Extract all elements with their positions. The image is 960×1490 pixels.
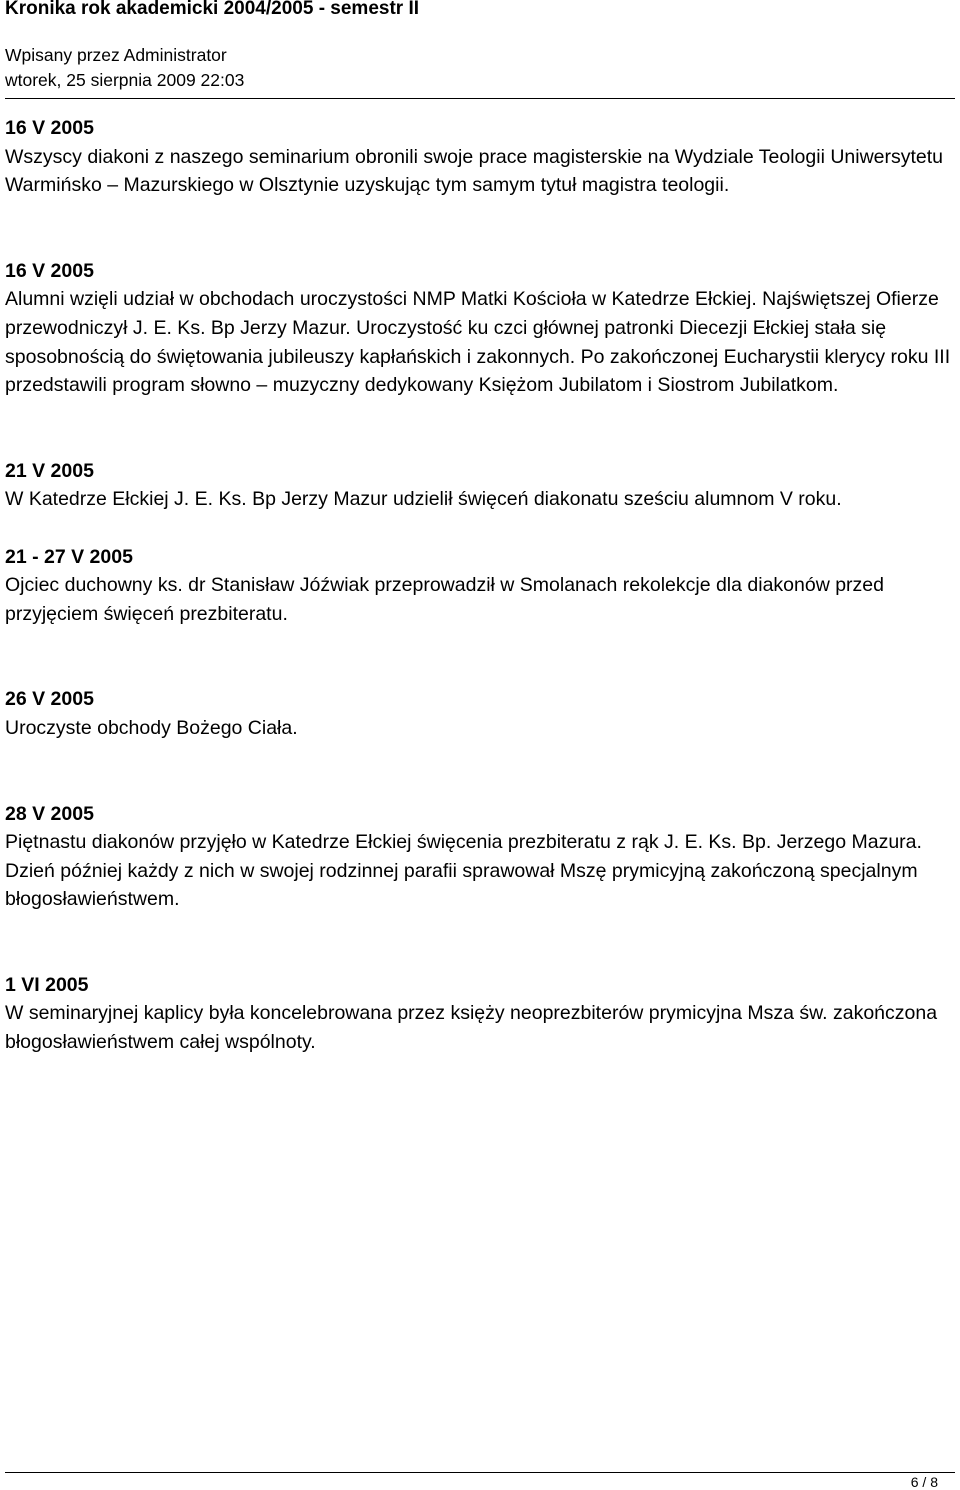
entry-date: 16 V 2005 [5,259,94,282]
footer-divider [5,1472,955,1473]
entry-text-continued: Dzień później każdy z nich w swojej rodzinnej parafii sprawował Mszę prymicyjną zakończoną specjalnym błogosławieństwem. [5,859,918,911]
entry-text: W seminaryjnej kaplicy była koncelebrowana przez księży neoprezbiterów prymicyjna Msza św. zakończona błogosławieństwem całej wspólnoty. [5,1002,938,1054]
entry-date: 28 V 2005 [5,802,94,825]
entry-date: 26 V 2005 [5,688,94,711]
page-number: 6 / 8 [910,1474,938,1490]
entry-date: 1 VI 2005 [5,973,89,996]
entry-text: Ojciec duchowny ks. dr Stanisław Jóźwiak przeprowadził w Smolanach rekolekcje dla diakonów przed przyjęciem święceń prezbiteratu. [5,574,884,625]
chronicle-entry [5,800,955,914]
chronicle-entry [5,685,955,742]
chronicle-entry [5,114,955,200]
entry-date: 16 V 2005 [5,117,94,139]
entry-date: 21 V 2005 [5,459,94,482]
chronicle-entry [5,971,955,1057]
chronicle-entry [5,257,955,400]
header-divider [5,98,955,99]
entry-text: Uroczyste obchody Bożego Ciała. [5,716,298,739]
date-line: wtorek, 25 sierpnia 2009 22:03 [5,70,245,90]
entry-date: 21 - 27 V 2005 [5,545,133,568]
author-line: Wpisany przez Administrator [5,45,227,65]
chronicle-entry [5,457,955,514]
entry-text: Alumni wzięli udział w obchodach uroczystości NMP Matki Kościoła w Katedrze Ełckiej. Najświętszej Ofierze przewodniczył J. E. Ks. Bp Jerzy Mazur. Uroczystość ku czci głównej patronki Diecezji Ełckiej stała się sposobnością do świętowania jubileuszy kapłańskich i zakonnych. Po zakończonej Eucharystii klerycy roku III przedstawili program słowno – muzyczny dedykowany Księżom Jubilatom i Siostrom Jubilatkom. [5,288,951,397]
document-title: Kronika rok akademicki 2004/2005 - semestr II [5,0,420,19]
chronicle-entry [5,543,955,629]
entry-text: Wszyscy diakoni z naszego seminarium obronili swoje prace magisterskie na Wydziale Teologii Uniwersytetu Warmińsko – Mazurskiego w Olsztynie uzyskując tym samym tytuł magistra teologii. [5,145,944,197]
chronicle-content [5,114,955,1057]
entry-text: W Katedrze Ełckiej J. E. Ks. Bp Jerzy Mazur udzielił święceń diakonatu sześciu alumnom V roku. [5,488,842,511]
entry-text: Piętnastu diakonów przyjęło w Katedrze Ełckiej święcenia prezbiteratu z rąk J. E. Ks. Bp. Jerzego Mazura. [5,831,922,854]
